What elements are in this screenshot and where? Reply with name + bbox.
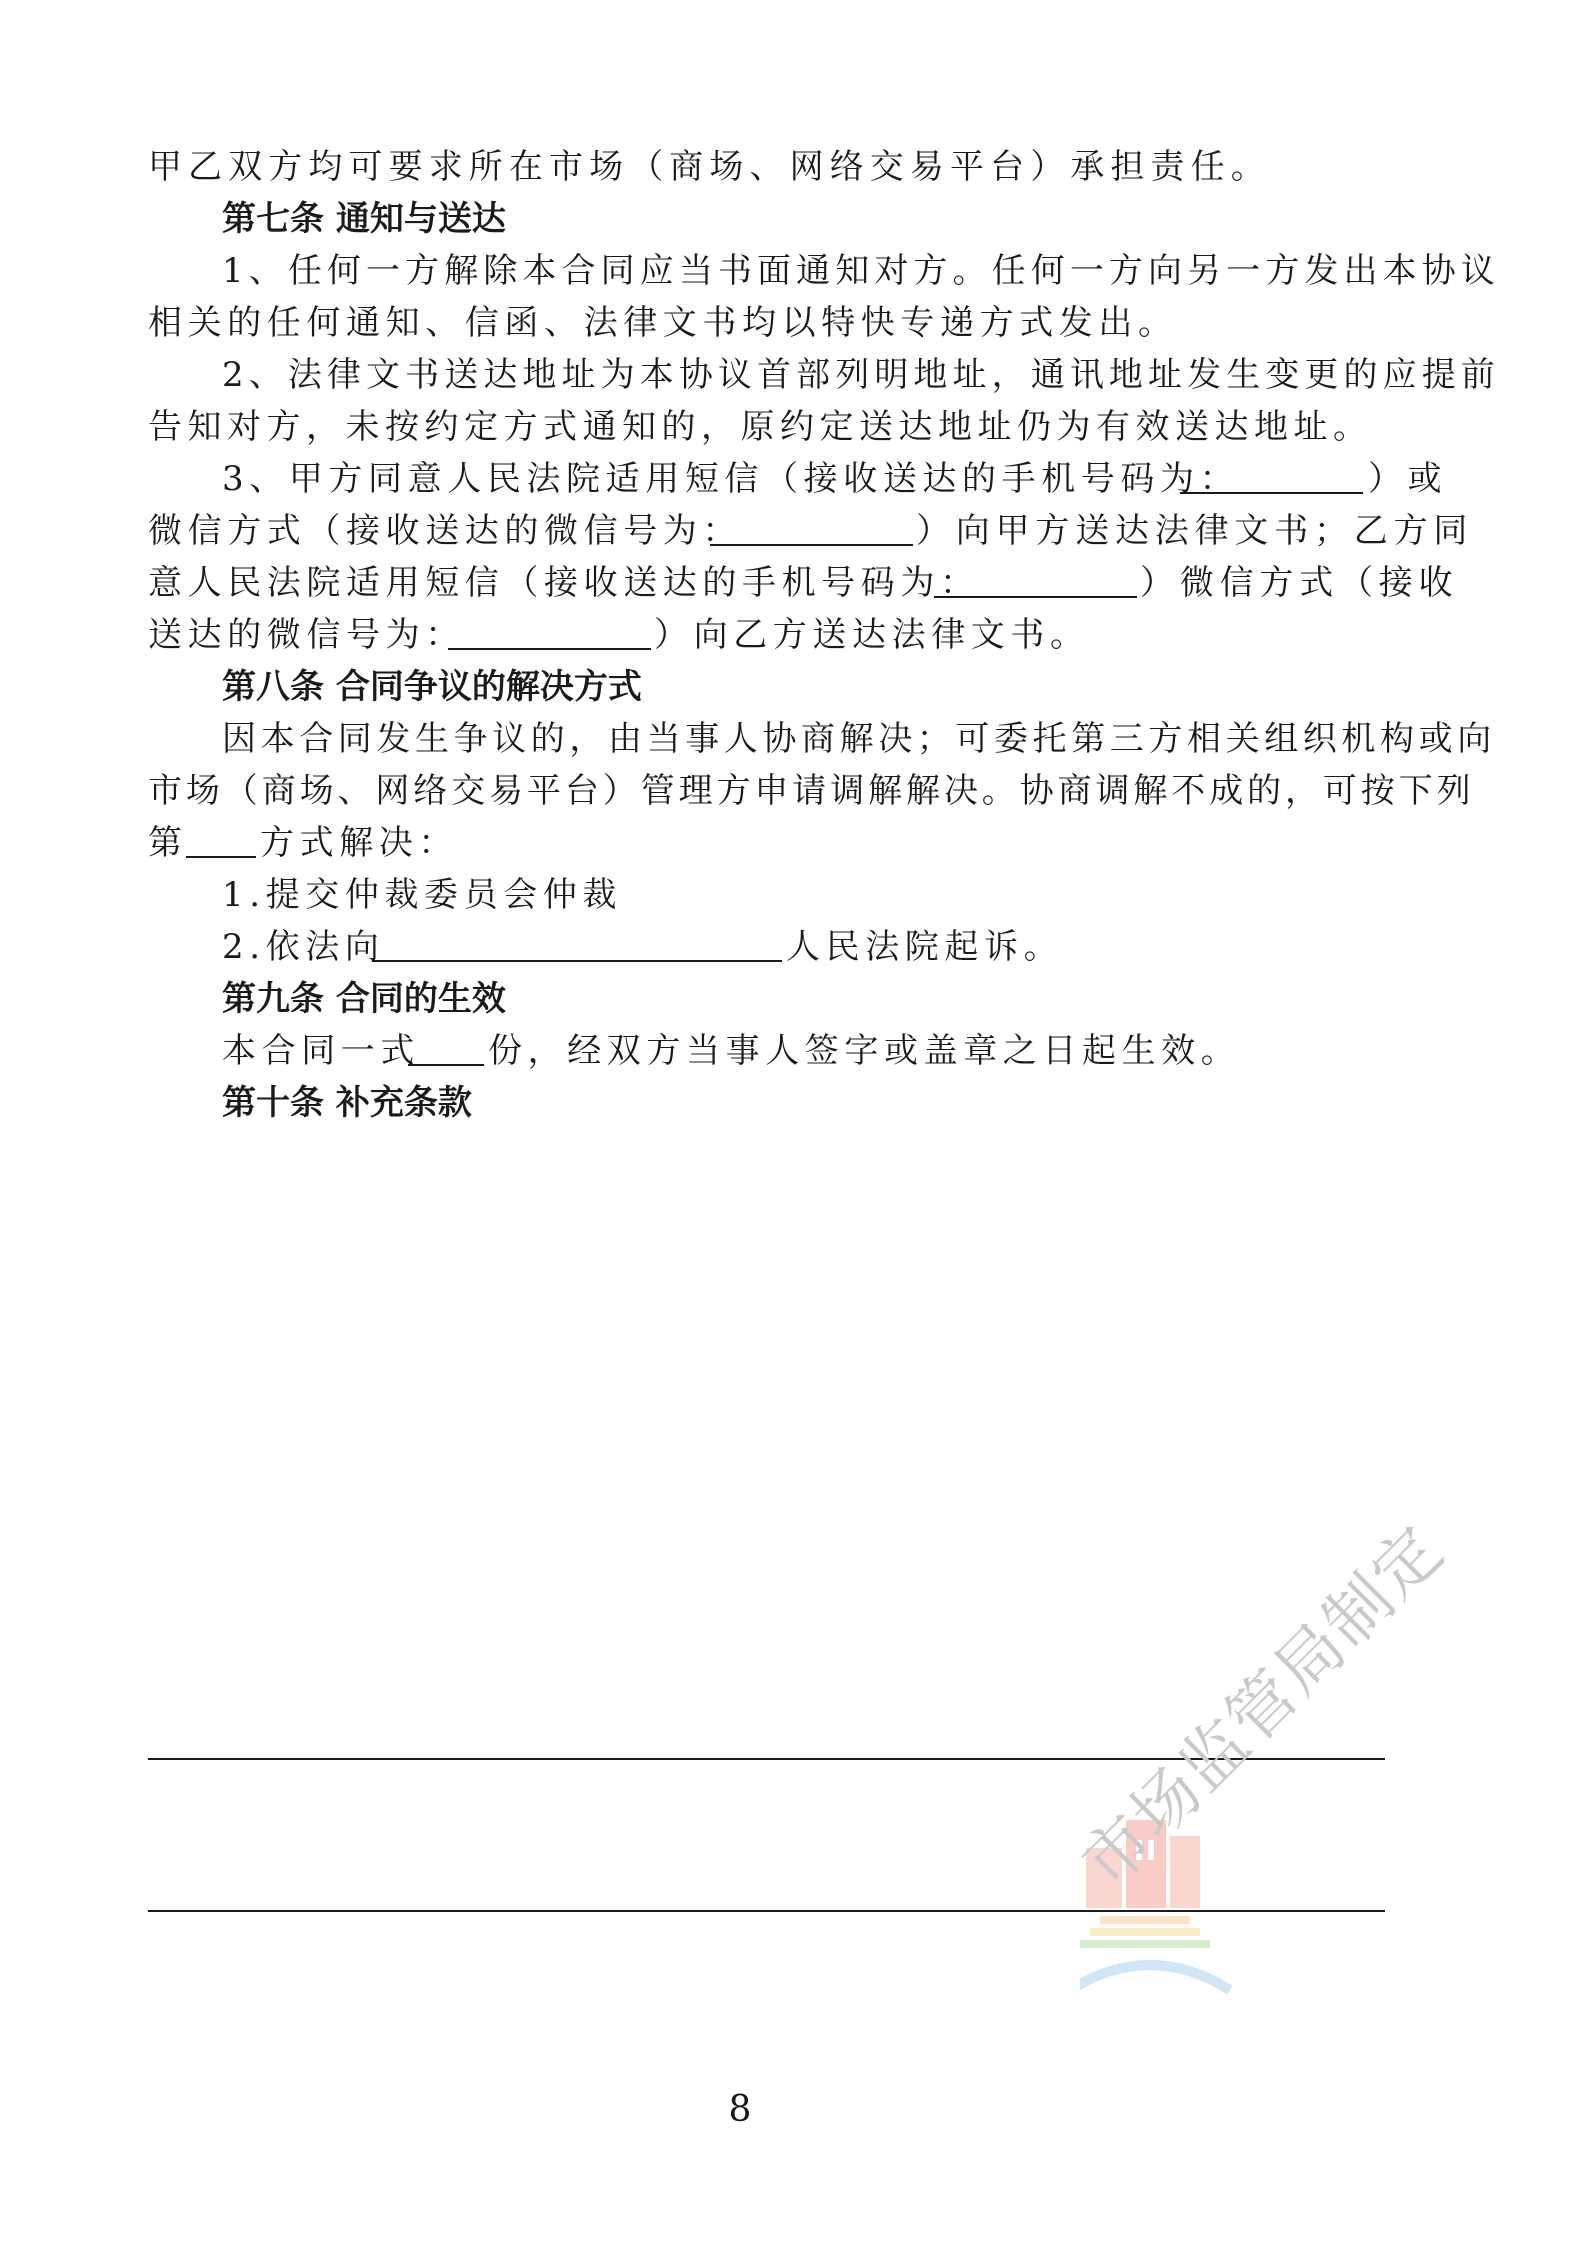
text-line: 本合同一式: [222, 1031, 420, 1071]
article-7-p3-line1: [0, 454, 1587, 504]
text-line: 3、甲方同意人民法院适用短信（接收送达的手机号码为：: [222, 459, 1240, 499]
text-line: 相关的任何通知、信函、法律文书均以特快专递方式发出。: [148, 303, 1178, 343]
text-line: 微信方式（接收送达的微信号为：: [148, 511, 742, 551]
text-line: ）或: [1368, 459, 1448, 499]
page-number: 8: [728, 2089, 752, 2130]
text-line: 人民法院起诉。: [786, 927, 1064, 967]
text-line: 方式解决：: [260, 823, 458, 863]
article-7-p2: [0, 350, 1587, 400]
article-8-heading: [0, 662, 1587, 712]
text-line: 市场（商场、网络交易平台）管理方申请调解解决。协商调解不成的，可按下列: [148, 771, 1475, 811]
article-8-p1-cont: [0, 766, 1587, 816]
text-line: 告知对方，未按约定方式通知的，原约定送达地址仍为有效送达地址。: [148, 407, 1373, 447]
article-8-p1-line3: [0, 818, 1587, 868]
heading-text: 第七条 通知与送达: [222, 199, 506, 239]
text-line: 意人民法院适用短信（接收送达的手机号码为：: [148, 563, 980, 603]
wechat-blank-party-b[interactable]: [448, 614, 651, 650]
heading-text: 第十条 补充条款: [222, 1083, 472, 1123]
wechat-blank-party-a[interactable]: [710, 510, 913, 546]
heading-text: 第八条 合同争议的解决方式: [222, 667, 642, 707]
article-10-heading: [0, 1078, 1587, 1128]
text-line: ）微信方式（接收: [1140, 563, 1459, 603]
article-7-p2-cont: [0, 402, 1587, 452]
option-arbitration: [0, 870, 1587, 920]
article-9-heading: [0, 974, 1587, 1024]
text-line: 2.依法向: [222, 927, 385, 967]
text-line: 送达的微信号为：: [148, 615, 465, 655]
article-7-heading: [0, 194, 1587, 244]
text-line: 因本合同发生争议的，由当事人协商解决；可委托第三方相关组织机构或向: [222, 719, 1496, 759]
article-7-p1: [0, 246, 1587, 296]
watermark-text: 市场监管局制定: [1067, 1510, 1459, 1902]
court-name-blank[interactable]: [372, 926, 782, 962]
text-line: 份，经双方当事人签字或盖章之日起生效。: [488, 1031, 1241, 1071]
article-7-p3-line4: [0, 610, 1587, 660]
article-8-p1: [0, 714, 1587, 764]
phone-blank-party-b[interactable]: [934, 562, 1137, 598]
text-line: ）向甲方送达法律文书；乙方同: [916, 511, 1474, 551]
text-line: 2、法律文书送达地址为本协议首部列明地址，通讯地址发生变更的应提前: [222, 355, 1500, 395]
text-line: 1、任何一方解除本合同应当书面通知对方。任何一方向另一方发出本协议: [222, 251, 1500, 291]
text-line: 1.提交仲裁委员会仲裁: [222, 875, 623, 915]
paragraph-continuation: [0, 142, 1587, 192]
text-line: ）向乙方送达法律文书。: [654, 615, 1090, 655]
text-line: 甲乙双方均可要求所在市场（商场、网络交易平台）承担责任。: [148, 147, 1271, 187]
article-9-p1: [0, 1026, 1587, 1076]
option-litigation: [0, 922, 1587, 972]
article-7-p3-line2: [0, 506, 1587, 556]
copies-count-blank[interactable]: [408, 1030, 484, 1066]
article-7-p1-cont: [0, 298, 1587, 348]
article-7-p3-line3: [0, 558, 1587, 608]
text-line: 第: [148, 823, 182, 863]
method-number-blank[interactable]: [186, 822, 256, 858]
phone-blank-party-a[interactable]: [1180, 458, 1363, 494]
heading-text: 第九条 合同的生效: [222, 979, 506, 1019]
